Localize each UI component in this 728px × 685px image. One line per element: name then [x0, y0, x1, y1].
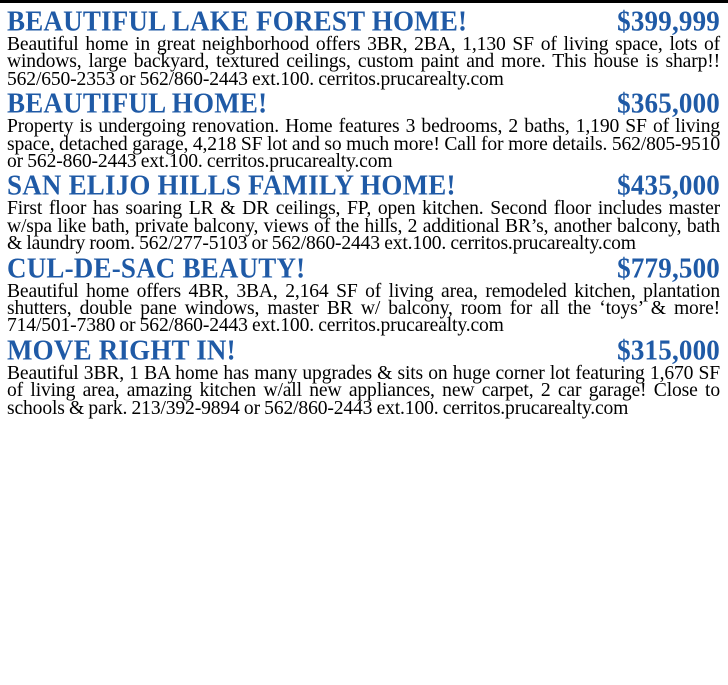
listing-title: BEAUTIFUL LAKE FOREST HOME! [7, 5, 468, 38]
listing-title: BEAUTIFUL HOME! [7, 87, 268, 120]
listing-price: $435,000 [617, 169, 720, 202]
listing-headline [7, 169, 720, 202]
listing-description: First floor has soaring LR & DR ceilings, FP, open kitchen. Second floor includes master w/spa like bath, private balcony, views of the hills, 2 additional BR’s, another balcony, bath & laundry room. 562/277-5103 or 562/860-2443 ext.100. cerritos.prucarealty.com [7, 198, 720, 255]
listing-description: Beautiful 3BR, 1 BA home has many upgrades & sits on huge corner lot featuring 1,670 SF of living area, amazing kitchen w/all new appliances, new carpet, 2 car garage! Close to schools & park. 213/392-9894 or 562/860-2443 ext.100. cerritos.prucarealty.com [7, 362, 720, 419]
listing-title: SAN ELIJO HILLS FAMILY HOME! [7, 169, 456, 202]
listing-price: $315,000 [617, 334, 720, 366]
listing-headline [7, 251, 720, 284]
listing [7, 5, 720, 90]
listing-description: Property is undergoing renovation. Home features 3 bedrooms, 2 baths, 1,190 SF of living space, detached garage, 4,218 SF lot and so much more! Call for more details. 562/805-9510 or 562-860-2443 ext.100. cerritos.prucarealty.com [7, 116, 720, 173]
listing [7, 251, 720, 337]
listing-description: Beautiful home offers 4BR, 3BA, 2,164 SF of living area, remodeled kitchen, plantation shutters, double pane windows, master BR w/ balcony, room for all the ‘toys’ & more! 714/501-7380 or 562/860-2443 ext.100. cerritos.prucarealty.com [7, 280, 720, 337]
listing-price: $365,000 [617, 87, 720, 120]
listing-headline [7, 7, 720, 36]
listing [7, 169, 720, 255]
listing-price: $779,500 [617, 251, 720, 284]
listing-price: $399,999 [617, 5, 720, 38]
listing-headline [7, 336, 720, 365]
listing-headline [7, 87, 720, 120]
listing [7, 334, 720, 419]
listing-title: MOVE RIGHT IN! [7, 334, 236, 366]
listing [7, 87, 720, 173]
listing-description: Beautiful home in great neighborhood offers 3BR, 2BA, 1,130 SF of living space, lots of windows, large backyard, textured ceilings, custom paint and more. This house is sharp!! 562/650-2353 or 562/860-2443 ext.100. cerritos.prucarealty.com [7, 34, 720, 90]
listing-title: CUL-DE-SAC BEAUTY! [7, 251, 306, 284]
